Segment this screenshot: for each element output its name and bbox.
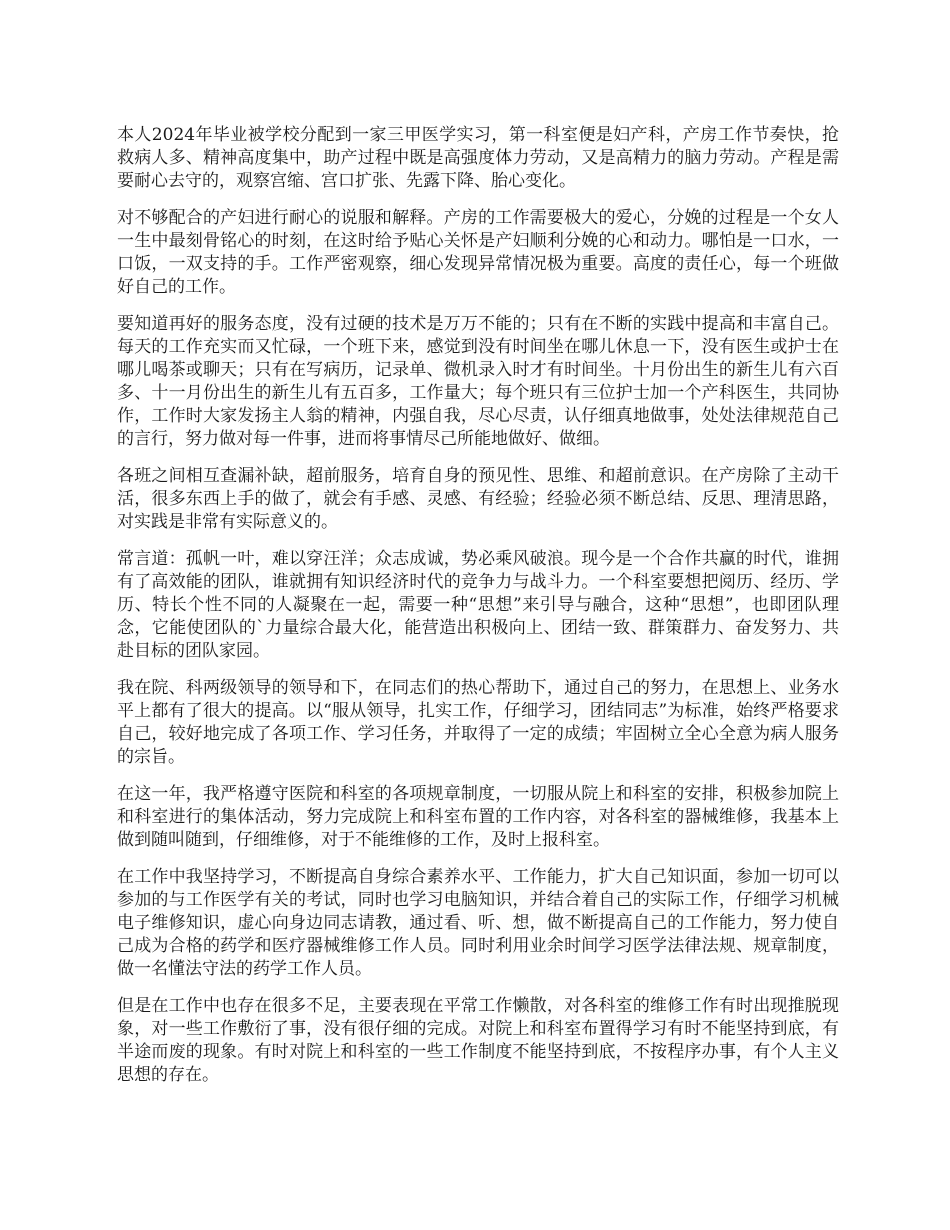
- paragraph-5: 常言道：孤帆一叶，难以穿汪洋；众志成诚，势必乘风破浪。现今是一个合作共赢的时代，谁拥有了高效能的团队，谁就拥有知识经济时代的竞争力与战斗力。一个科室要想把阅历、经历、学历、特长个性不同的人凝聚在一起，需要一种“思想”来引导与融合，这种“思想”，也即团队理念，它能使团队的`力量综合最大化，能营造出积极向上、团结一致、群策群力、奋发努力、共赴目标的团队家园。: [117, 549, 839, 661]
- paragraph-9: 但是在工作中也存在很多不足，主要表现在平常工作懒散，对各科室的维修工作有时出现推脱现象，对一些工作敷衍了事，没有很仔细的完成。对院上和科室布置得学习有时不能坚持到底，有半途而废的现象。有时对院上和科室的一些工作制度不能坚持到底，不按程序办事，有个人主义思想的存在。: [117, 996, 839, 1085]
- paragraph-7: 在这一年，我严格遵守医院和科室的各项规章制度，一切服从院上和科室的安排，积极参加院上和科室进行的集体活动，努力完成院上和科室布置的工作内容，对各科室的器械维修，我基本上做到随叫随到，仔细维修，对于不能维修的工作，及时上报科室。: [117, 784, 839, 850]
- paragraph-8: 在工作中我坚持学习，不断提高自身综合素养水平、工作能力，扩大自己知识面，参加一切可以参加的与工作医学有关的考试，同时也学习电脑知识，并结合着自己的实际工作，仔细学习机械电子维修知识，虚心向身边同志请教，通过看、听、想，做不断提高自己的工作能力，努力使自己成为合格的药学和医疗器械维修工作人员。同时利用业余时间学习医学法律法规、规章制度，做一名懂法守法的药学工作人员。: [117, 867, 839, 979]
- paragraph-1: 本人2024年毕业被学校分配到一家三甲医学实习，第一科室便是妇产科，产房工作节奏快，抢救病人多、精神高度集中，助产过程中既是高强度体力劳动，又是高精力的脑力劳动。产程是需要耐心去守的，观察宫缩、宫口扩张、先露下降、胎心变化。: [117, 125, 839, 191]
- paragraph-6: 我在院、科两级领导的领导和下，在同志们的热心帮助下，通过自己的努力，在思想上、业务水平上都有了很大的提高。以“服从领导，扎实工作，仔细学习，团结同志”为标准，始终严格要求自己，较好地完成了各项工作、学习任务，并取得了一定的成绩；牢固树立全心全意为病人服务的宗旨。: [117, 678, 839, 767]
- paragraph-3: 要知道再好的服务态度，没有过硬的技术是万万不能的；只有在不断的实践中提高和丰富自己。每天的工作充实而又忙碌，一个班下来，感觉到没有时间坐在哪儿休息一下，没有医生或护士在哪儿喝茶或聊天；只有在写病历，记录单、微机录入时才有时间坐。十月份出生的新生儿有六百多、十一月份出生的新生儿有五百多，工作量大；每个班只有三位护士加一个产科医生，共同协作，工作时大家发扬主人翁的精神，内强自我，尽心尽责，认仔细真地做事，处处法律规范自己的言行，努力做对每一件事，进而将事情尽己所能地做好、做细。: [117, 314, 839, 449]
- paragraph-4: 各班之间相互查漏补缺，超前服务，培育自身的预见性、思维、和超前意识。在产房除了主动干活，很多东西上手的做了，就会有手感、灵感、有经验；经验必须不断总结、反思、理清思路，对实践是非常有实际意义的。: [117, 466, 839, 532]
- document-body: [117, 124, 839, 1101]
- paragraph-2: 对不够配合的产妇进行耐心的说服和解释。产房的工作需要极大的爱心，分娩的过程是一个女人一生中最刻骨铭心的时刻，在这时给予贴心关怀是产妇顺利分娩的心和动力。哪怕是一口水，一口饭，一双支持的手。工作严密观察，细心发现异常情况极为重要。高度的责任心，每一个班做好自己的工作。: [117, 208, 839, 297]
